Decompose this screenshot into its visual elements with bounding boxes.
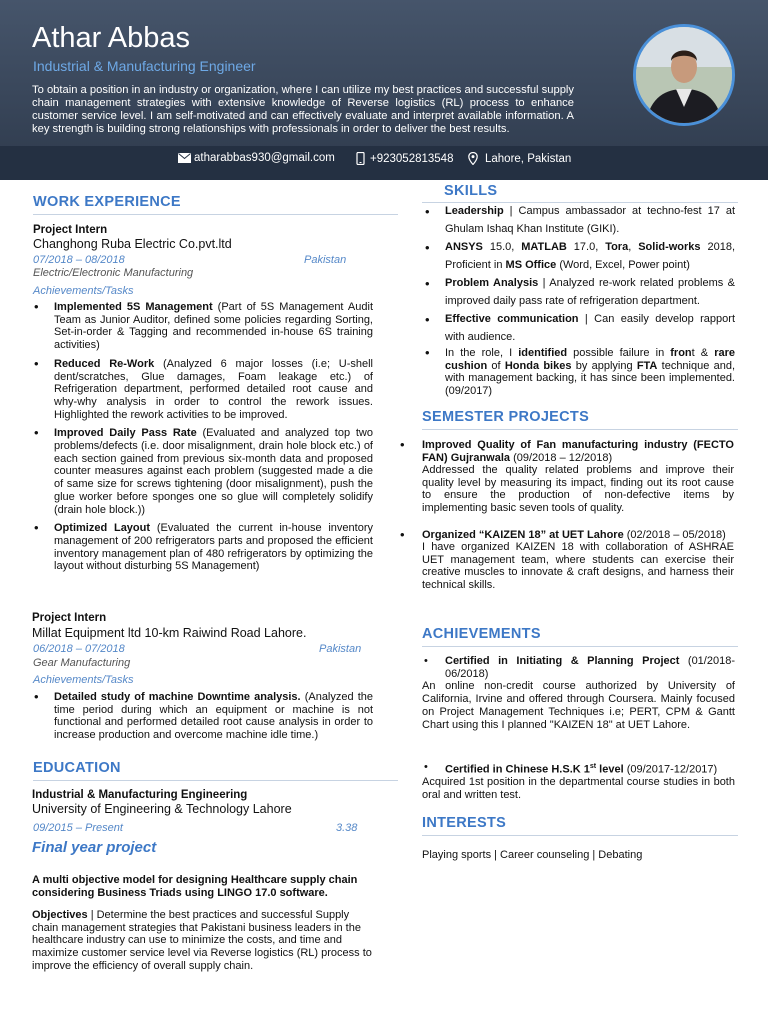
list-item: • Reduced Re-Work (Analyzed 6 major losses (i.e; U-shell dent/scratches, Glue damages, Foam leakage etc.) of Refrigeration department, performed detailed root cause and why-why analysis in order to control the rework issues. Highlighted the rework activities to be improved. [32, 358, 373, 422]
job-1-location: Pakistan [304, 254, 347, 266]
job-1-tasks-label: Achievements/Tasks [33, 285, 134, 297]
list-item: • Effective communication | Can easily develop rapport with audience. [423, 311, 735, 346]
list-item: • ANSYS 15.0, MATLAB 17.0, Tora, Solid-works 2018, Proficient in MS Office (Word, Excel, Power point) [423, 239, 735, 274]
job-2-bullets [32, 691, 373, 748]
skills-heading: SKILLS [444, 183, 498, 199]
interests-heading: INTERESTS [422, 815, 507, 831]
list-item: • Improved Quality of Fan manufacturing industry (FECTO FAN) Gujranwala (09/2018 – 12/2018) Addressed the quality related problems and improve their quality level by measuring its impact, finding out its root cause to ensure the production of non-defective items by implementing basic seven tools of quality. [398, 439, 734, 515]
achievement-2: • Certified in Chinese H.S.K 1st level (09/2017-12/2017) Acquired 1st position in the departmental course studies in both oral and written test. [422, 761, 735, 802]
candidate-title: Industrial & Manufacturing Engineer [33, 58, 256, 74]
skills-list [423, 203, 735, 398]
gpa: 3.38 [336, 822, 358, 834]
list-item: • Optimized Layout (Evaluated the current in-house inventory management of 200 refrigerators parts and proposed the efficient inventory management plan of 480 refrigerators by optimizing the layout without disturbing 5S Management) [32, 522, 373, 573]
fyp-title: A multi objective model for designing Healthcare supply chain considering Business Triads using LINGO 17.0 software. [32, 874, 358, 899]
resume-header [0, 0, 768, 180]
list-item: • Detailed study of machine Downtime analysis. (Analyzed the time period during which an equipment or machine is not functional and performed detailed root cause analysis in order to increase production and overcome machine idle time.) [32, 691, 373, 742]
divider [422, 646, 738, 647]
interests-text: Playing sports | Career counseling | Debating [422, 849, 643, 861]
location-text: Lahore, Pakistan [485, 152, 572, 165]
education-heading: EDUCATION [33, 760, 121, 776]
email-text: atharabbas930@gmail.com [194, 152, 335, 164]
location-contact [468, 152, 571, 165]
phone-contact[interactable] [356, 152, 453, 165]
job-1-bullets [32, 301, 373, 579]
list-item: • Organized “KAIZEN 18” at UET Lahore (02/2018 – 05/2018) I have organized KAIZEN 18 with collaboration of ASHRAE UET management team, where students can exercise their creative muscles to innovate & craft designs, and harness their technical skills. [398, 529, 734, 592]
phone-icon [356, 152, 365, 165]
divider [33, 780, 398, 781]
job-2-location: Pakistan [319, 643, 362, 655]
objective-statement: To obtain a position in an industry or organization, where I can utilize my best practices and successful supply chain management strategies with extensive knowledge of Reverse logistics (RL) process to enhance customer service level. I am self-motivated and can effectively evaluate and interpret available information. A key strength is building strong relationships with professionals in order to deliver the best results. [32, 84, 574, 135]
degree: Industrial & Manufacturing Engineering [32, 789, 248, 801]
job-2-dates: 06/2018 – 07/2018 [33, 643, 125, 655]
job-1-dates: 07/2018 – 08/2018 [33, 254, 125, 266]
phone-text: +923052813548 [370, 152, 454, 165]
list-item: • Leadership | Campus ambassador at techno-fest 17 at Ghulam Ishaq Khan Institute (GIKI). [423, 203, 735, 238]
list-item: • Improved Daily Pass Rate (Evaluated and analyzed top two problems/defects (i.e. door misalignment, drain hole block etc.) of each section gained from previous six-month data and proposed counter measures against each problem (suggested made a die of same size for screws tightening (door misalignment), push the glue worker before sponges one so glue will completely solidify (drain hole block.)) [32, 427, 373, 516]
job-2-title: Project Intern [32, 612, 107, 624]
work-experience-heading: WORK EXPERIENCE [33, 194, 181, 210]
job-2-field: Gear Manufacturing [33, 657, 131, 669]
achievement-1: • Certified in Initiating & Planning Project (01/2018-06/2018) An online non-credit course authorized by University of California, Irvine and offered through Coursera. Mainly focused on Project Management Techniques i.e; PERT, CPM & Gantt Chart using this I planned "KAIZEN 18" at UET Lahore. [422, 655, 735, 731]
divider [422, 429, 738, 430]
fyp-heading: Final year project [32, 839, 157, 856]
job-2-company: Millat Equipment ltd 10-km Raiwind Road Lahore. [32, 626, 307, 640]
divider [422, 835, 738, 836]
job-2-tasks-label: Achievements/Tasks [33, 674, 134, 686]
list-item: • Implemented 5S Management (Part of 5S Management Audit Team as Junior Auditor, defined some policies regarding Sorting, Set-in-order & Tagging and recommended in-house 6S training activities) [32, 301, 373, 352]
job-1-company: Changhong Ruba Electric Co.pvt.ltd [33, 237, 232, 251]
envelope-icon [178, 153, 191, 163]
achievements-heading: ACHIEVEMENTS [422, 626, 541, 642]
email-contact[interactable] [178, 152, 335, 164]
job-1-field: Electric/Electronic Manufacturing [33, 267, 194, 279]
education-dates: 09/2015 – Present [33, 822, 123, 834]
school: University of Engineering & Technology Lahore [32, 802, 292, 816]
job-1-title: Project Intern [33, 224, 108, 236]
candidate-name: Athar Abbas [32, 22, 190, 54]
divider [33, 214, 398, 215]
list-item: • In the role, I identified possible failure in front & rare cushion of Honda bikes by applying FTA technique and, with management backing, it has since been implemented. (09/2017) [423, 347, 735, 397]
list-item: • Problem Analysis | Analyzed re-work related problems & improved daily pass rate of refrigeration department. [423, 275, 735, 310]
semester-projects-list [398, 439, 734, 600]
profile-photo [633, 24, 735, 126]
map-pin-icon [468, 152, 478, 165]
fyp-objectives: Objectives | Determine the best practices and successful Supply chain management strategies that Pakistani business leaders in the healthcare industry can use to minimize the costs, and time and maximize customer service level via Reverse logistics (RL) process to improve the efficiency of overall supply chain. [32, 909, 372, 972]
semester-projects-heading: SEMESTER PROJECTS [422, 409, 590, 425]
